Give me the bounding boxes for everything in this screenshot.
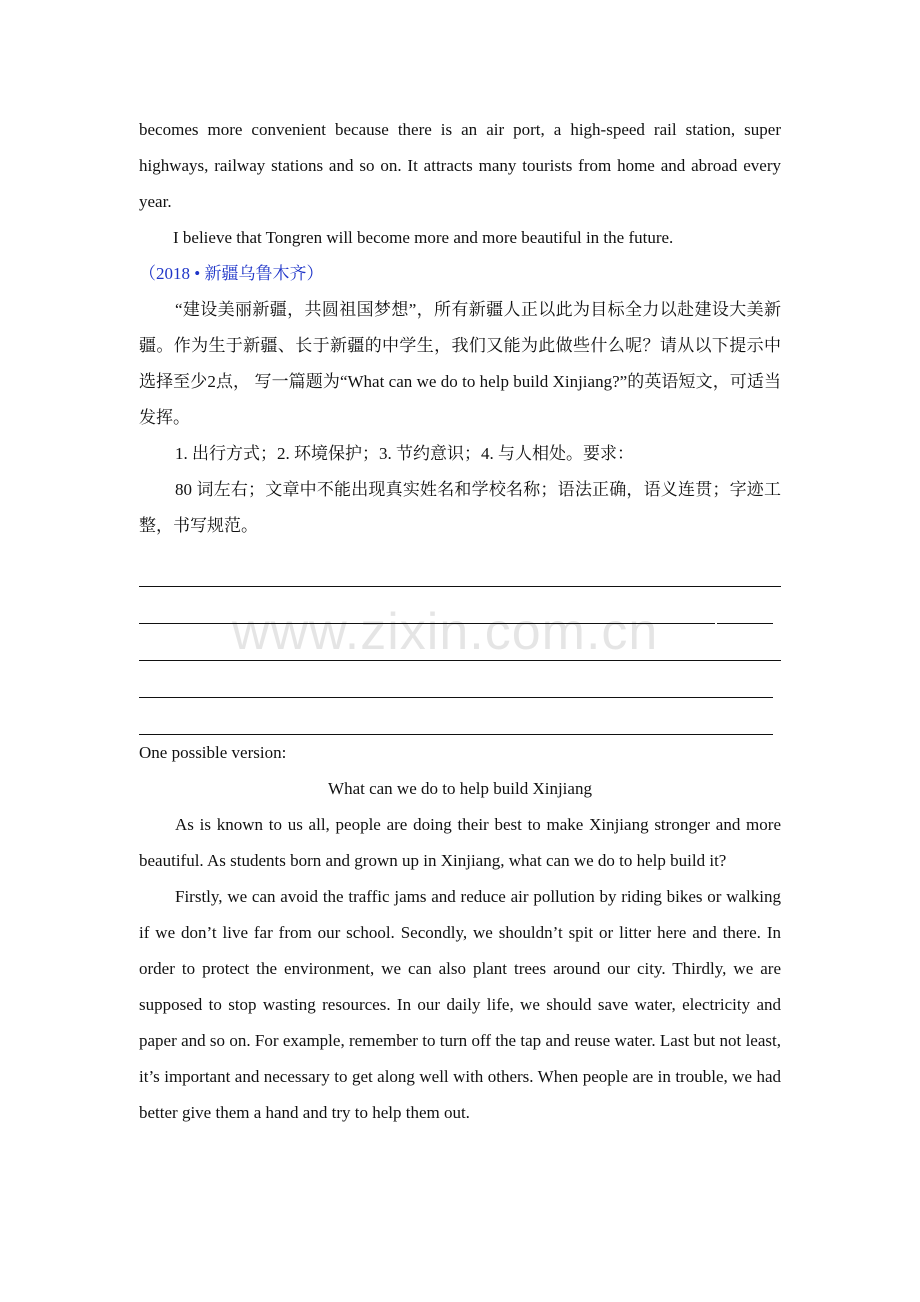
- task-hints: 1. 出行方式；2. 环境保护；3. 节约意识；4. 与人相处。要求：: [175, 444, 634, 463]
- answer-writing-lines: [139, 550, 781, 735]
- writing-line[interactable]: [139, 661, 753, 698]
- task-prompt: “建设美丽新疆，共圆祖国梦想”，所有新疆人正以此为目标全力以赴建设大美新疆。作为生于新疆、长于新疆的中学生，我们又能为此做些什么呢？请从以下提示中选择至少2点， 写一篇题为“What can we do to help build Xinjiang?”的英语短文，可适当发挥。: [139, 300, 781, 427]
- task-requirements: 80 词左右；文章中不能出现真实姓名和学校名称；语法正确，语义连贯；字迹工整，书写规范。: [139, 480, 781, 535]
- writing-line[interactable]: [139, 587, 715, 624]
- answer-label: One possible version:: [139, 743, 287, 762]
- task-source: （2018 • 新疆乌鲁木齐）: [139, 264, 324, 283]
- answer-paragraph-2: Firstly, we can avoid the traffic jams and reduce air pollution by riding bikes or walking if we don’t live far from our school. Secondly, we shouldn’t spit or litter here and there. In order to protect the environment, we can also plant trees around our city. Thirdly, we are supposed to stop wasting resources. In our daily life, we should save water, electricity and paper and so on. For example, remember to turn off the tap and reuse water. Last but not least, it’s important and necessary to get along well with others. When people are in trouble, we had better give them a hand and try to help them out.: [139, 887, 781, 1122]
- writing-line[interactable]: [139, 698, 759, 735]
- writing-line[interactable]: [139, 550, 781, 587]
- answer-paragraph-1: As is known to us all, people are doing their best to make Xinjiang stronger and more beautiful. As students born and grown up in Xinjiang, what can we do to help build it?: [139, 815, 781, 870]
- intro-closing: I believe that Tongren will become more and more beautiful in the future.: [173, 228, 674, 247]
- document-page: [139, 112, 781, 1131]
- writing-line[interactable]: [139, 624, 781, 661]
- watermark: www.zixin.com.cn: [232, 603, 659, 661]
- line-tail: [759, 734, 773, 735]
- intro-continuation: becomes more convenient because there is an air port, a high-speed rail station, super highways, railway stations and so on. It attracts many tourists from home and abroad every year.: [139, 120, 781, 211]
- answer-title: What can we do to help build Xinjiang: [328, 779, 592, 798]
